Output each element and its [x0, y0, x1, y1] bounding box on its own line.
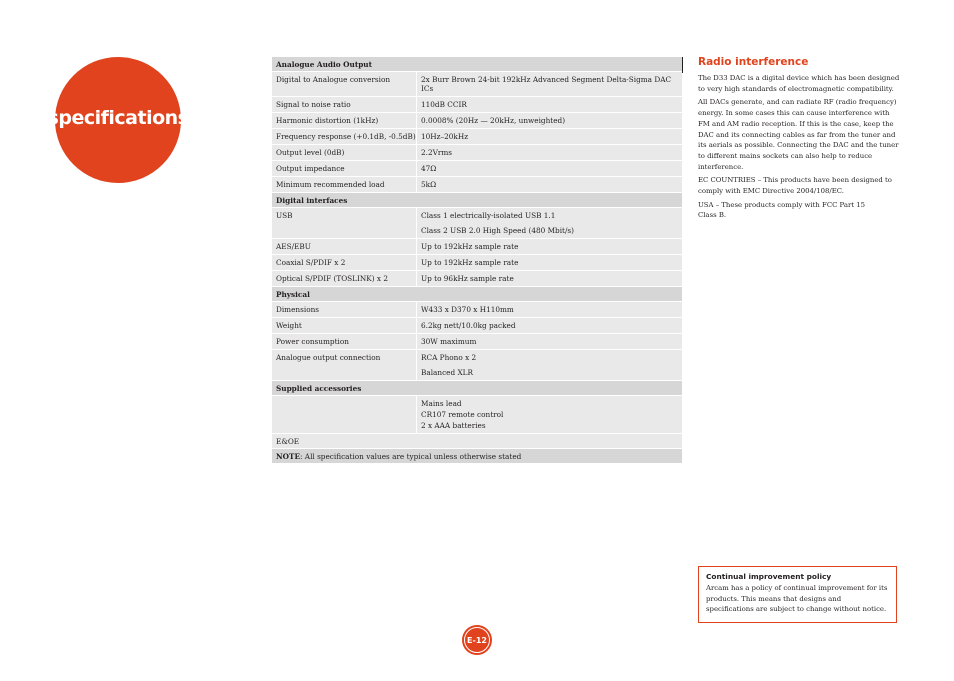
row-value: [417, 255, 682, 270]
row-label: Analogue output connection: [272, 350, 417, 380]
row-value-line: CR107 remote control: [421, 410, 504, 419]
row-label: Coaxial S/PDIF x 2: [272, 255, 417, 270]
row-value-line: 0.0008% (20Hz — 20kHz, unweighted): [421, 116, 566, 125]
radio-paragraph: All DACs generate, and can radiate RF (radio frequency) energy. In some cases this can cause interference with FM and AM radio reception. If this is the case, keep the DAC and its connecting cables as far from the tuner and its aerials as possible. Connecting the DAC and the tuner to different mains sockets can also help to reduce interference.: [698, 98, 899, 171]
section-heading-label: Supplied accessories: [276, 383, 362, 393]
section-heading-label: Analogue Audio Output: [276, 59, 372, 69]
table-section-heading: [272, 57, 682, 72]
row-value: [417, 129, 682, 144]
row-label: Digital to Analogue conversion: [272, 72, 417, 96]
column-divider: [682, 57, 683, 73]
row-label: Frequency response (+0.1dB, -0.5dB): [272, 129, 417, 144]
table-row: [272, 129, 682, 145]
page-number: E-12: [464, 627, 490, 653]
note-row: [272, 449, 682, 464]
radio-paragraph: EC COUNTRIES – This products have been designed to comply with EMC Directive 2004/108/EC.: [698, 176, 892, 196]
row-label: [272, 396, 417, 433]
row-value-line: Class 2 USB 2.0 High Speed (480 Mbit/s): [421, 226, 575, 235]
row-value-line: 2x Burr Brown 24-bit 192kHz Advanced Segment Delta-Sigma DAC ICs: [421, 75, 672, 93]
row-value: [417, 350, 682, 380]
row-label: Output impedance: [272, 161, 417, 176]
page-number-badge: [462, 625, 492, 655]
row-label: Output level (0dB): [272, 145, 417, 160]
row-value-line: 30W maximum: [421, 337, 477, 346]
row-value-line: Mains lead: [421, 399, 462, 408]
row-value-line: 2.2Vrms: [421, 148, 453, 157]
spec-table: [272, 57, 682, 464]
radio-paragraph: The D33 DAC is a digital device which has been designed to very high standards of electromagnetic compatibility.: [698, 74, 900, 93]
row-label: Signal to noise ratio: [272, 97, 417, 112]
row-value-line: RCA Phono x 2: [421, 353, 477, 362]
table-row: [272, 350, 682, 381]
row-value: [417, 396, 682, 433]
row-value: [417, 145, 682, 160]
row-value-line: Up to 192kHz sample rate: [421, 258, 519, 267]
row-value-line: 2 x AAA batteries: [421, 421, 486, 430]
row-value: [417, 208, 682, 238]
row-value: [417, 318, 682, 333]
table-row: [272, 208, 682, 239]
row-value-line: 10Hz–20kHz: [421, 132, 469, 141]
row-value-line: W433 x D370 x H110mm: [421, 305, 514, 314]
table-row: [272, 239, 682, 255]
row-label: Power consumption: [272, 334, 417, 349]
policy-title: Continual improvement policy: [706, 572, 832, 581]
page-title-circle: [47, 57, 189, 183]
table-section-heading: [272, 287, 682, 302]
note-label: NOTE: [276, 451, 301, 461]
table-row: [272, 396, 682, 434]
row-value-line: Balanced XLR: [421, 368, 474, 377]
row-label: AES/EBU: [272, 239, 417, 254]
row-value: [417, 271, 682, 286]
policy-text: Arcam has a policy of continual improvement for its products. This means that designs and specifications are subject to change without notice.: [706, 584, 888, 613]
section-heading-label: Physical: [276, 289, 310, 299]
row-value-line: 110dB CCIR: [421, 100, 467, 109]
radio-interference-section: [698, 56, 900, 224]
page-title: specifications: [47, 107, 189, 129]
eoe-row: [272, 434, 682, 449]
table-row: [272, 113, 682, 129]
table-row: [272, 255, 682, 271]
row-value-line: Up to 96kHz sample rate: [421, 274, 514, 283]
row-value: [417, 113, 682, 128]
note-text: [272, 452, 521, 461]
table-row: [272, 318, 682, 334]
table-section-heading: [272, 193, 682, 208]
policy-box: [698, 566, 897, 623]
row-label: Optical S/PDIF (TOSLINK) x 2: [272, 271, 417, 286]
table-row: [272, 302, 682, 318]
row-value-line: 47Ω: [421, 164, 437, 173]
table-row: [272, 72, 682, 97]
section-heading-label: Digital interfaces: [276, 195, 348, 205]
row-label: Dimensions: [272, 302, 417, 317]
row-value-line: Up to 192kHz sample rate: [421, 242, 519, 251]
row-value: [417, 72, 682, 96]
radio-paragraph: USA – These products comply with FCC Part 15 Class B.: [698, 200, 866, 220]
table-row: [272, 97, 682, 113]
radio-heading: Radio interference: [698, 56, 809, 68]
table-row: [272, 177, 682, 193]
row-label: Harmonic distortion (1kHz): [272, 113, 417, 128]
table-row: [272, 145, 682, 161]
row-label: Weight: [272, 318, 417, 333]
row-value: [417, 177, 682, 192]
row-value: [417, 239, 682, 254]
row-value: [417, 97, 682, 112]
row-label: Minimum recommended load: [272, 177, 417, 192]
table-row: [272, 334, 682, 350]
table-row: [272, 271, 682, 287]
row-value-line: 6.2kg nett/10.0kg packed: [421, 321, 516, 330]
row-value-line: Class 1 electrically-isolated USB 1.1: [421, 211, 556, 220]
row-value: [417, 161, 682, 176]
table-section-heading: [272, 381, 682, 396]
note-body: : All specification values are typical unless otherwise stated: [300, 451, 522, 461]
eoe-label: E&OE: [276, 436, 300, 446]
row-label: USB: [272, 208, 417, 238]
row-value-line: 5kΩ: [421, 180, 437, 189]
table-row: [272, 161, 682, 177]
row-value: [417, 334, 682, 349]
row-value: [417, 302, 682, 317]
